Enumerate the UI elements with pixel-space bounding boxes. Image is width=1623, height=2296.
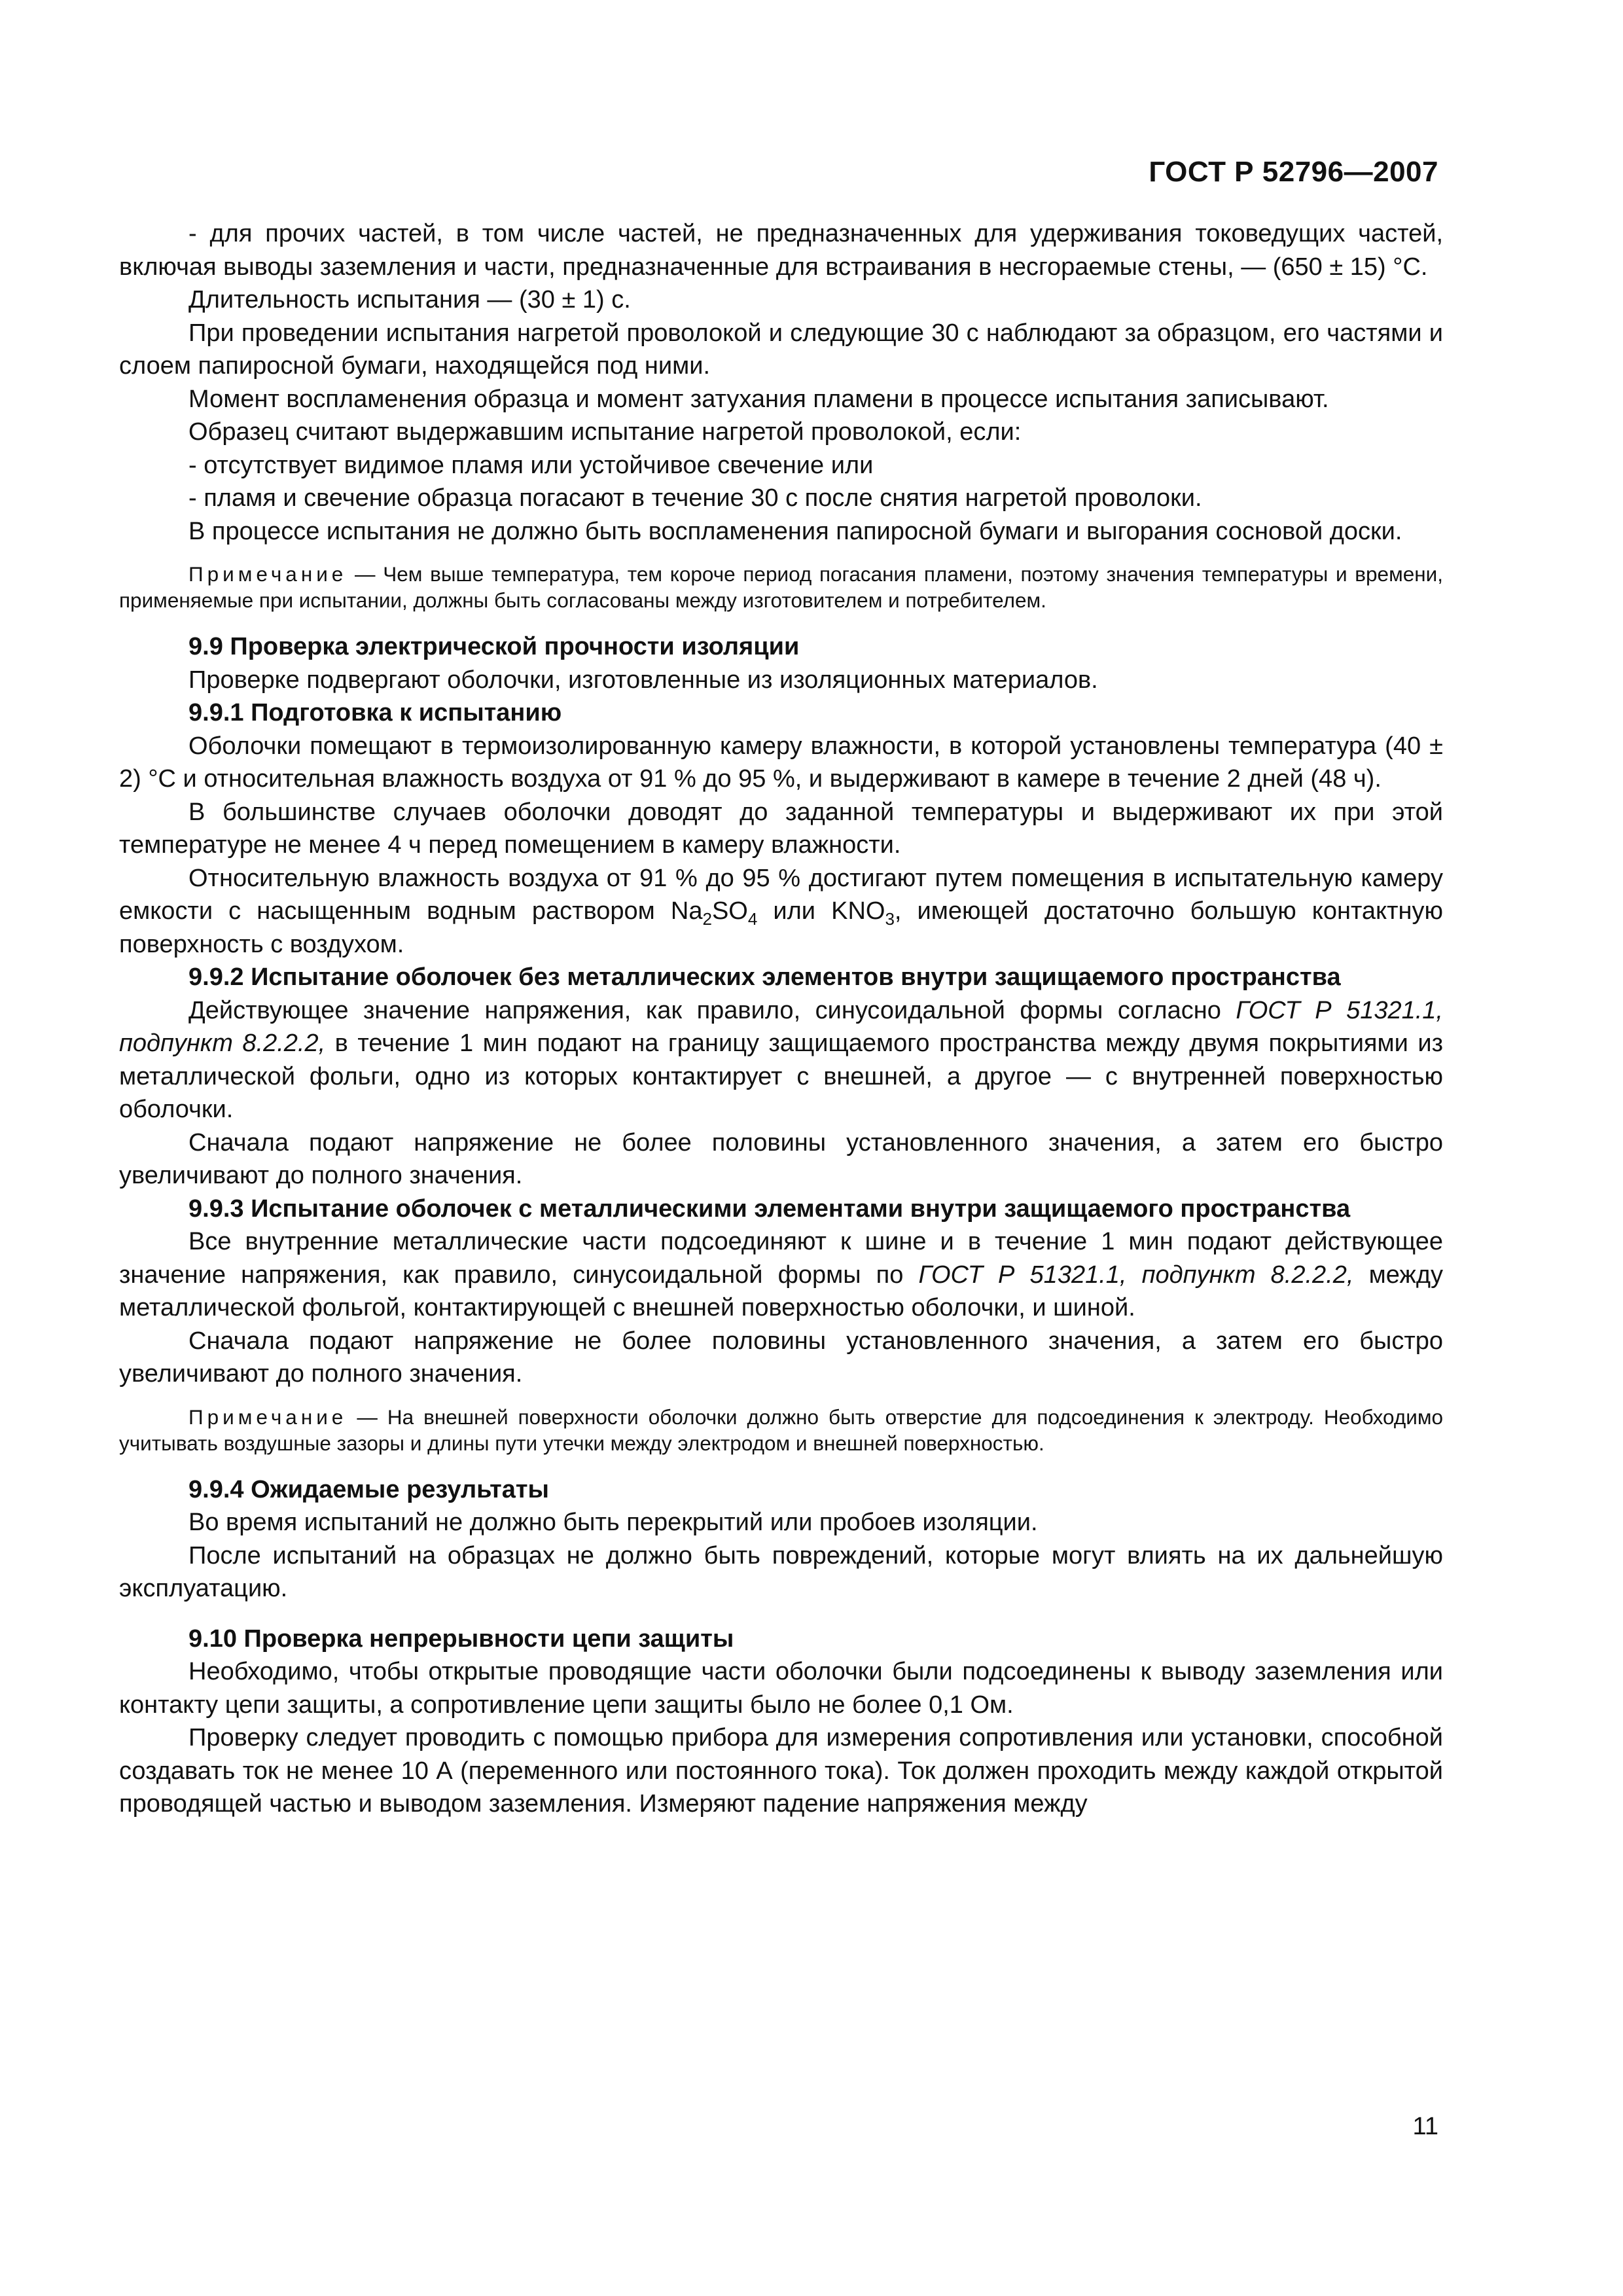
paragraph: Оболочки помещают в термоизолированную камеру влажности, в которой установлены температура (40 ± 2) °С и относительная влажность воздуха от 91 % до 95 %, и выдерживают в камере в течение 2 дней (48 ч).: [119, 732, 1443, 793]
note-label: Примечание: [188, 1405, 348, 1429]
standard-header: ГОСТ Р 52796—2007: [1149, 156, 1438, 188]
paragraph: В процессе испытания не должно быть воспламенения папиросной бумаги и выгорания сосновой доски.: [188, 517, 1402, 545]
paragraph: После испытаний на образцах не должно быть повреждений, которые могут влиять на их дальнейшую эксплуатацию.: [119, 1541, 1443, 1602]
paragraph: - для прочих частей, в том числе частей, не предназначенных для удерживания токоведущих частей, включая выводы заземления и части, предназначенные для встраивания в несгораемые стены, — (650 ± 15) °С.: [119, 220, 1443, 281]
paragraph: Необходимо, чтобы открытые проводящие части оболочки были подсоединены к выводу заземления или контакту цепи защиты, а сопротивление цепи защиты было не более 0,1 Ом.: [119, 1658, 1443, 1719]
note-text: — Чем выше температура, тем короче период погасания пламени, поэтому значения температуры и времени, применяемые при испытании, должны быть согласованы между изготовителем и потребителем.: [119, 562, 1443, 612]
standard-reference: ГОСТ Р 51321.1, подпункт 8.2.2.2,: [119, 996, 1443, 1057]
paragraph: Проверку следует проводить с помощью прибора для измерения сопротивления или установки, способной создавать ток не менее 10 А (переменного или постоянного тока). Ток должен проходить между каждой открытой проводящей частью и выводом заземления. Измеряют падение напряжения между: [119, 1724, 1443, 1818]
section-heading: 9.9 Проверка электрической прочности изоляции: [188, 633, 800, 660]
paragraph: При проведении испытания нагретой проволокой и следующие 30 с наблюдают за образцом, его частями и слоем папиросной бумаги, находящейся под ними.: [119, 319, 1443, 380]
paragraph: В большинстве случаев оболочки доводят до заданной температуры и выдерживают их при этой температуре не менее 4 ч перед помещением в камеру влажности.: [119, 798, 1443, 859]
standard-reference: ГОСТ Р 51321.1, подпункт 8.2.2.2,: [918, 1261, 1354, 1289]
page-number: 11: [1412, 2113, 1438, 2140]
section-heading: 9.10 Проверка непрерывности цепи защиты: [188, 1624, 734, 1653]
note-label: Примечание: [188, 562, 348, 586]
paragraph: - отсутствует видимое пламя или устойчивое свечение или: [188, 451, 874, 479]
note: [119, 561, 1443, 613]
body-text: [119, 217, 1443, 1821]
paragraph: Во время испытаний не должно быть перекрытий или пробоев изоляции.: [188, 1509, 1038, 1536]
paragraph: Проверке подвергают оболочки, изготовленные из изоляционных материалов.: [188, 666, 1098, 694]
paragraph: Все внутренние металлические части подсоединяют к шине и в течение 1 мин подают действующее значение напряжения, как правило, синусоидальной формы по ГОСТ Р 51321.1, подпункт 8.2.2.2, между металлической фольгой, контактирующей с внешней поверхностью оболочки, и шиной.: [119, 1228, 1443, 1321]
paragraph: Сначала подают напряжение не более половины установленного значения, а затем его быстро увеличивают до полного значения.: [119, 1327, 1443, 1388]
subsection-heading: 9.9.3 Испытание оболочек с металлическими элементами внутри защищаемого пространства: [188, 1194, 1351, 1223]
paragraph: Сначала подают напряжение не более половины установленного значения, а затем его быстро увеличивают до полного значения.: [119, 1128, 1443, 1189]
paragraph: - пламя и свечение образца погасают в течение 30 с после снятия нагретой проволоки.: [188, 484, 1202, 512]
subsection-heading: 9.9.4 Ожидаемые результаты: [188, 1475, 549, 1503]
paragraph: Длительность испытания — (30 ± 1) с.: [188, 286, 631, 314]
note-text: — На внешней поверхности оболочки должно быть отверстие для подсоединения к электроду. Необходимо учитывать воздушные зазоры и длины пути утечки между электродом и внешней поверхностью.: [119, 1405, 1443, 1455]
subsection-heading: 9.9.2 Испытание оболочек без металлических элементов внутри защищаемого пространства: [188, 963, 1341, 991]
paragraph: Действующее значение напряжения, как правило, синусоидальной формы согласно ГОСТ Р 51321.1, подпункт 8.2.2.2, в течение 1 мин подают на границу защищаемого пространства между двумя покрытиями из металлической фольги, одно из которых контактирует с внешней, а другое — с внутренней поверхностью оболочки.: [119, 996, 1444, 1123]
note: [119, 1404, 1443, 1456]
paragraph: Момент воспламенения образца и момент затухания пламени в процессе испытания записывают.: [188, 385, 1329, 413]
paragraph: Относительную влажность воздуха от 91 % до 95 % достигают путем помещения в испытательную камеру емкости с насыщенным водным раствором $Na_2SO_4$ или $KNO_3$, имеющей достаточно большую контактную поверхность с воздухом.: [119, 864, 1443, 958]
subsection-heading: 9.9.1 Подготовка к испытанию: [188, 699, 562, 726]
paragraph: Образец считают выдержавшим испытание нагретой проволокой, если:: [188, 418, 1022, 446]
